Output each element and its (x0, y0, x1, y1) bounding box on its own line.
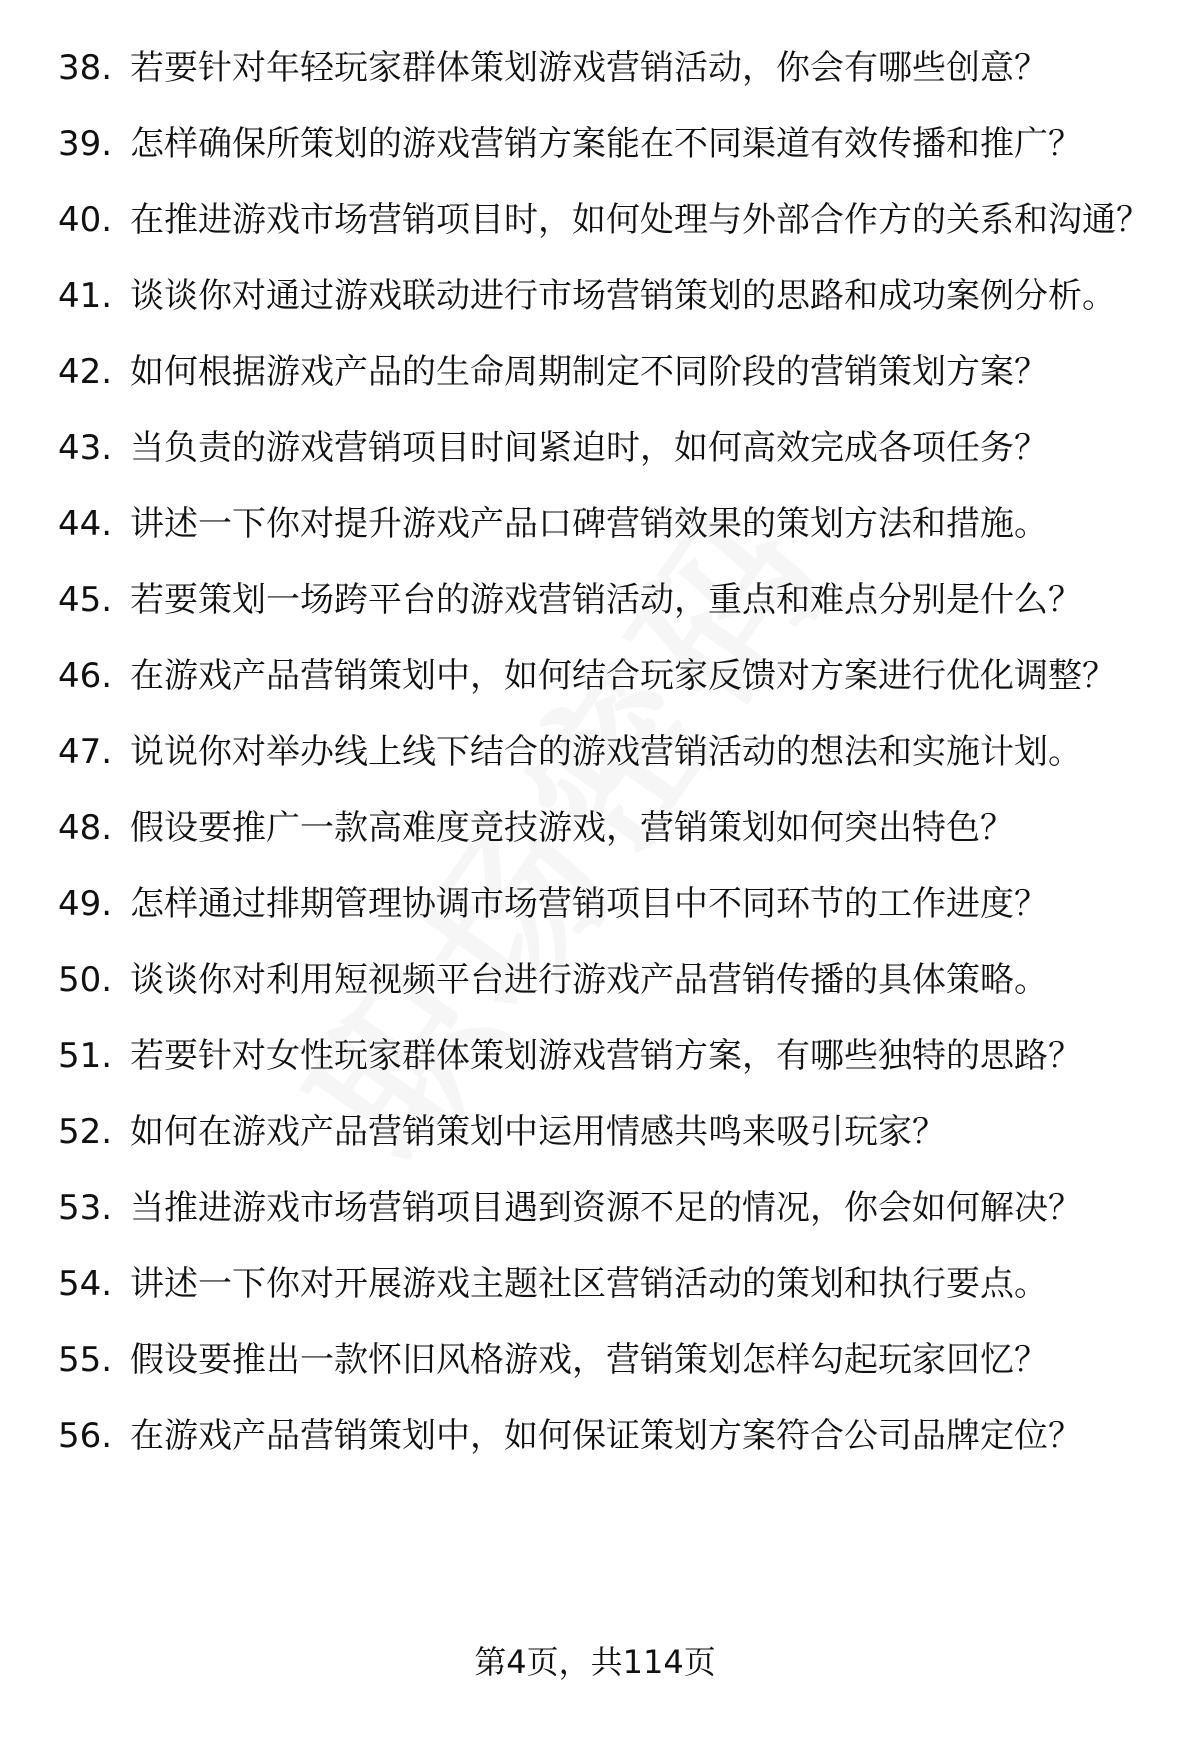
question-text: 讲述一下你对提升游戏产品口碑营销效果的策划方法和措施。 (130, 504, 1048, 544)
question-text: 若要策划一场跨平台的游戏营销活动，重点和难点分别是什么？ (130, 580, 1082, 620)
question-text: 怎样通过排期管理协调市场营销项目中不同环节的工作进度？ (130, 884, 1048, 924)
question-text: 在推进游戏市场营销项目时，如何处理与外部合作方的关系和沟通？ (130, 200, 1150, 240)
question-text: 谈谈你对通过游戏联动进行市场营销策划的思路和成功案例分析。 (130, 276, 1116, 316)
list-item (0, 428, 1190, 468)
question-number: 40. (58, 200, 113, 240)
question-list (0, 48, 1190, 1492)
question-number: 43. (58, 428, 113, 468)
list-item (0, 1264, 1190, 1304)
question-text: 谈谈你对利用短视频平台进行游戏产品营销传播的具体策略。 (130, 960, 1048, 1000)
question-text: 若要针对年轻玩家群体策划游戏营销活动，你会有哪些创意？ (130, 48, 1048, 88)
question-text: 若要针对女性玩家群体策划游戏营销方案，有哪些独特的思路？ (130, 1036, 1082, 1076)
question-number: 56. (58, 1416, 113, 1456)
list-item (0, 504, 1190, 544)
question-number: 47. (58, 732, 113, 772)
question-text: 讲述一下你对开展游戏主题社区营销活动的策划和执行要点。 (130, 1264, 1048, 1304)
question-text: 当推进游戏市场营销项目遇到资源不足的情况，你会如何解决？ (130, 1188, 1082, 1228)
list-item (0, 1188, 1190, 1228)
list-item (0, 1340, 1190, 1380)
question-text: 如何在游戏产品营销策划中运用情感共鸣来吸引玩家？ (130, 1112, 946, 1152)
question-text: 说说你对举办线上线下结合的游戏营销活动的想法和实施计划。 (130, 732, 1082, 772)
question-number: 52. (58, 1112, 113, 1152)
question-number: 42. (58, 352, 113, 392)
question-number: 45. (58, 580, 113, 620)
question-text: 假设要推广一款高难度竞技游戏，营销策划如何突出特色？ (130, 808, 1014, 848)
list-item (0, 352, 1190, 392)
list-item (0, 884, 1190, 924)
list-item (0, 1112, 1190, 1152)
list-item (0, 1416, 1190, 1456)
list-item (0, 124, 1190, 164)
question-number: 39. (58, 124, 113, 164)
question-number: 55. (58, 1340, 113, 1380)
list-item (0, 656, 1190, 696)
question-number: 44. (58, 504, 113, 544)
question-text: 当负责的游戏营销项目时间紧迫时，如何高效完成各项任务？ (130, 428, 1048, 468)
question-number: 48. (58, 808, 113, 848)
list-item (0, 276, 1190, 316)
page-footer: 第4页，共114页 (474, 1643, 716, 1681)
list-item (0, 48, 1190, 88)
question-number: 51. (58, 1036, 113, 1076)
question-number: 38. (58, 48, 113, 88)
question-text: 在游戏产品营销策划中，如何保证策划方案符合公司品牌定位？ (130, 1416, 1082, 1456)
list-item (0, 1036, 1190, 1076)
question-text: 假设要推出一款怀旧风格游戏，营销策划怎样勾起玩家回忆？ (130, 1340, 1048, 1380)
list-item (0, 200, 1190, 240)
question-number: 41. (58, 276, 113, 316)
list-item (0, 732, 1190, 772)
question-text: 在游戏产品营销策划中，如何结合玩家反馈对方案进行优化调整？ (130, 656, 1116, 696)
question-text: 怎样确保所策划的游戏营销方案能在不同渠道有效传播和推广？ (130, 124, 1082, 164)
question-number: 54. (58, 1264, 113, 1304)
list-item (0, 580, 1190, 620)
list-item (0, 808, 1190, 848)
question-number: 53. (58, 1188, 113, 1228)
question-number: 50. (58, 960, 113, 1000)
list-item (0, 960, 1190, 1000)
question-number: 46. (58, 656, 113, 696)
question-number: 49. (58, 884, 113, 924)
question-text: 如何根据游戏产品的生命周期制定不同阶段的营销策划方案？ (130, 352, 1048, 392)
